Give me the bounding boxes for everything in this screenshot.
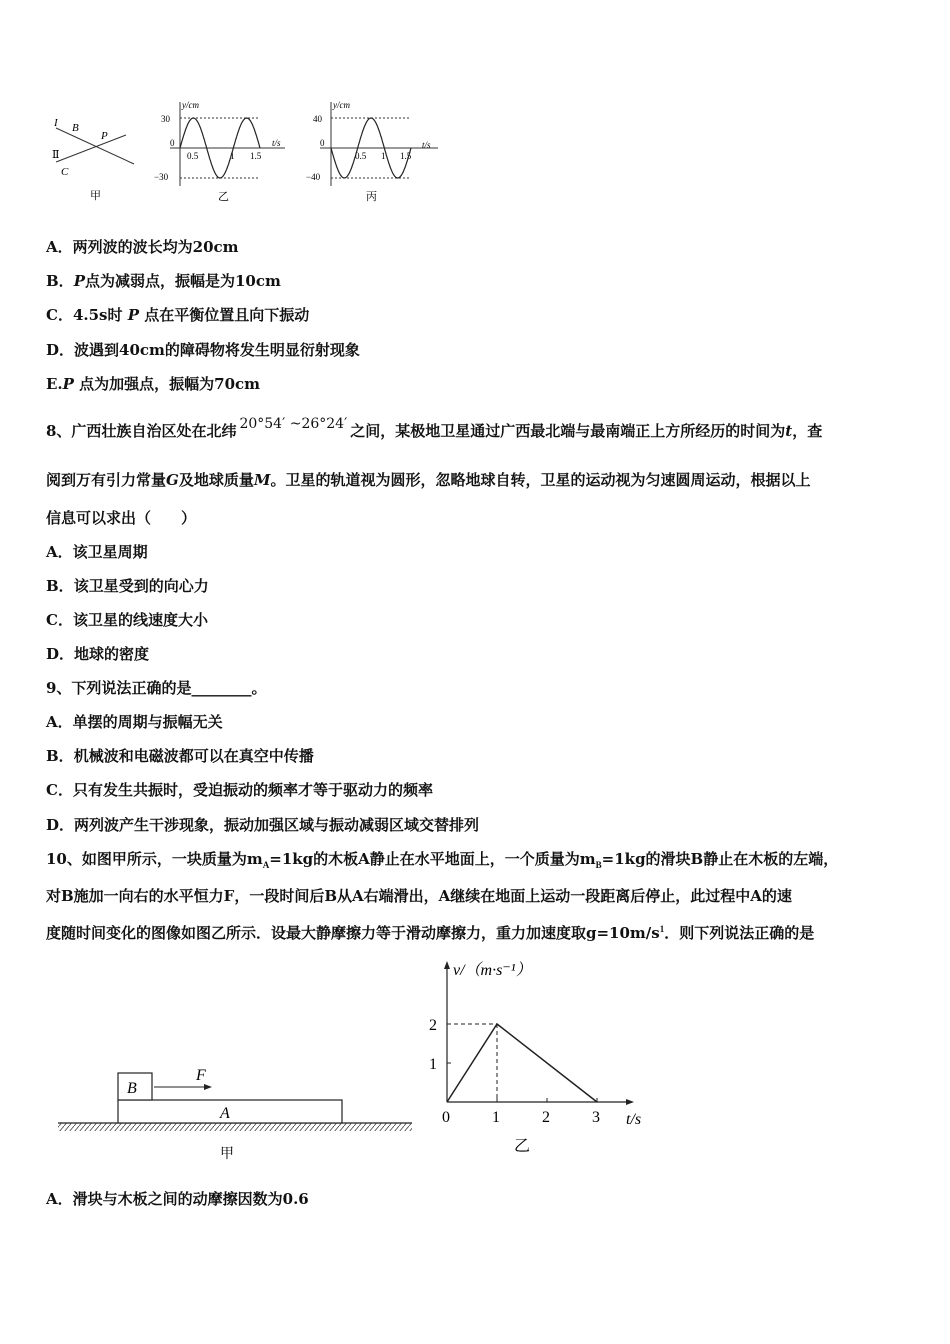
q10-vt-chart xyxy=(420,955,660,1160)
x-tick-label: 3 xyxy=(592,1109,600,1126)
force-arrowhead xyxy=(204,1084,212,1090)
velocity-line xyxy=(447,1024,597,1102)
y-top-label: 40 xyxy=(313,114,322,124)
q9-option-a: A．单摆的周期与振幅无关 xyxy=(46,713,223,731)
x-tick-1.5: 1.5 xyxy=(400,151,412,161)
block-b-label: B xyxy=(127,1080,137,1097)
x-label: t/s xyxy=(272,138,281,148)
q8-option-a: A．该卫星周期 xyxy=(46,543,148,561)
x-tick-label: 2 xyxy=(542,1109,550,1126)
q10-stem-line1: 10、如图甲所示，一块质量为$m_A=1kg$的木板A静止在水平地面上，一个质量为$m_B=1kg$的滑块B静止在木板的左端， xyxy=(46,850,839,870)
board-a xyxy=(118,1100,342,1123)
x-tick-0.5: 0.5 xyxy=(355,151,367,161)
q7-option-b: B．P点为减弱点，振幅是为10cm xyxy=(46,272,281,290)
label-II: Ⅱ xyxy=(52,149,60,161)
wave-graph-yi xyxy=(150,96,290,206)
label-B: B xyxy=(72,122,79,134)
origin-label: 0 xyxy=(170,138,175,148)
force-label: F xyxy=(196,1067,206,1084)
wave-graph-bing xyxy=(298,96,443,206)
x-tick-label: 0 xyxy=(442,1109,450,1126)
x-tick-label: 1 xyxy=(492,1109,500,1126)
q9-stem: 9、下列说法正确的是________。 xyxy=(46,679,267,697)
q9-option-d: D．两列波产生干涉现象，振动加强区域与振动减弱区域交替排列 xyxy=(46,816,480,834)
y-label: y/cm xyxy=(182,100,199,110)
q9-option-b: B．机械波和电磁波都可以在真空中传播 xyxy=(46,747,314,765)
q8-option-c: C．该卫星的线速度大小 xyxy=(46,611,208,629)
q8-stem-line2: 阅到万有引力常量G及地球质量M。卫星的轨道视为圆形，忽略地球自转，卫星的运动视为匀速圆周运动，根据以上 xyxy=(46,471,811,489)
y-tick-label: 2 xyxy=(429,1017,437,1034)
q10-option-a: A．滑块与木板之间的动摩擦因数为0.6 xyxy=(46,1190,309,1208)
ticks xyxy=(429,1017,600,1126)
x-label: t/s xyxy=(422,140,431,150)
label-C: C xyxy=(61,166,69,178)
label-P: P xyxy=(101,130,108,142)
wave-diagram-jia xyxy=(46,110,146,202)
q8-option-b: B．该卫星受到的向心力 xyxy=(46,577,209,595)
wave-line-II xyxy=(56,135,126,162)
caption-jia: 甲 xyxy=(90,190,101,202)
y-axis-label: v/（m·s⁻¹） xyxy=(453,962,532,979)
q9-option-c: C．只有发生共振时，受迫振动的频率才等于驱动力的频率 xyxy=(46,781,433,799)
q7-option-a: A．两列波的波长均为20cm xyxy=(46,238,239,256)
caption-jia: 甲 xyxy=(220,1147,234,1162)
x-tick-0.5: 0.5 xyxy=(187,151,199,161)
q7-option-c: C．4.5s时 P 点在平衡位置且向下振动 xyxy=(46,306,310,324)
caption-yi: 乙 xyxy=(218,191,229,203)
x-tick-1: 1 xyxy=(381,151,386,161)
board-a-label: A xyxy=(220,1105,230,1122)
q7-option-e: E.P 点为加强点，振幅为70cm xyxy=(46,375,261,393)
q10-figure-jia xyxy=(54,1060,416,1164)
y-top-label: 30 xyxy=(161,114,170,124)
q8-option-d: D．地球的密度 xyxy=(46,645,150,663)
q8-stem-line3: 信息可以求出（ ） xyxy=(46,509,197,527)
label-I: I xyxy=(54,117,58,129)
x-tick-1.5: 1.5 xyxy=(250,151,262,161)
caption-yi: 乙 xyxy=(514,1138,531,1155)
latitude-range: 20°54′ ~26°24′ xyxy=(239,416,348,432)
ground-hatch xyxy=(58,1123,412,1131)
y-bottom-label: −40 xyxy=(306,172,321,182)
y-label: y/cm xyxy=(333,100,350,110)
x-tick-1: 1 xyxy=(230,151,235,161)
q10-stem-line2: 对B施加一向右的水平恒力F，一段时间后B从A右端滑出，A继续在地面上运动一段距离后停止，此过程中A的速 xyxy=(46,887,792,905)
q8-stem-line1: 8、广西壮族自治区处在北纬 20°54′ ~26°24′ 之间，某极地卫星通过广西最北端与最南端正上方所经历的时间为t，查 xyxy=(46,416,823,440)
y-axis-arrow xyxy=(444,961,450,969)
origin-label: 0 xyxy=(320,138,325,148)
x-axis-label: t/s xyxy=(626,1111,642,1128)
y-bottom-label: −30 xyxy=(154,172,169,182)
caption-bing: 丙 xyxy=(366,191,377,203)
q10-stem-line3: 度随时间变化的图像如图乙所示．设最大静摩擦力等于滑动摩擦力，重力加速度取$g=10m/s^1$．则下列说法正确的是 xyxy=(46,924,815,942)
x-axis-arrow xyxy=(626,1099,634,1105)
wave-line-I xyxy=(56,128,134,164)
y-tick-label: 1 xyxy=(429,1056,437,1073)
q7-option-d: D．波遇到40cm的障碍物将发生明显衍射现象 xyxy=(46,341,360,359)
